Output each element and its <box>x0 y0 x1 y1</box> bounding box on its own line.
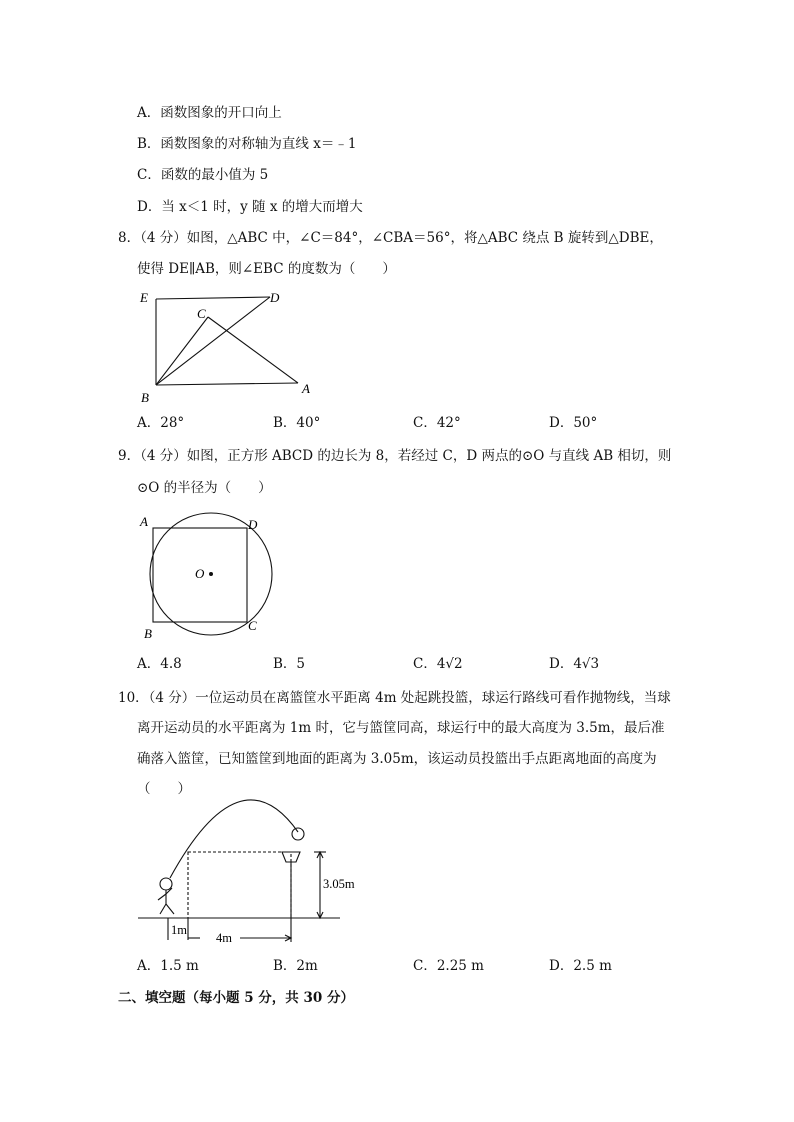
q8-label-e: E <box>140 290 148 305</box>
q9-option-b: B．5 <box>273 656 306 672</box>
q10-option-d: D．2.5 m <box>549 958 612 974</box>
q8-label-a: A <box>302 381 310 396</box>
q9-stem-line2: ⊙O 的半径为（ ） <box>137 480 272 496</box>
q10-basketball-figure <box>130 810 355 950</box>
q9-label-b: B <box>144 626 152 641</box>
q10-stem-line2: 离开运动员的水平距离为 1m 时，它与篮筐同高，球运行中的最大高度为 3.5m，最后准 <box>137 720 665 736</box>
q9-stem-line1: 9．（4 分）如图，正方形 ABCD 的边长为 8，若经过 C，D 两点的⊙O 与直线 AB 相切，则 <box>118 448 672 464</box>
q10-option-a: A．1.5 m <box>137 958 199 974</box>
q10-stem-line1: 10．（4 分）一位运动员在离篮筐水平距离 4m 处起跳投篮，球运行路线可看作抛物线，当球 <box>118 690 671 706</box>
q10-stem-line4: （ ） <box>137 781 191 797</box>
section-title-fill-in: 二、填空题（每小题 5 分，共 30 分） <box>118 990 354 1006</box>
q8-option-a: A．28° <box>137 415 185 431</box>
q9-label-d: D <box>248 517 258 532</box>
q10-label-4m: 4m <box>216 931 232 945</box>
q7-option-a: A．函数图象的开口向上 <box>137 105 282 121</box>
q9-square-circle-figure <box>130 505 280 645</box>
q7-option-d: D．当 x＜1 时，y 随 x 的增大而增大 <box>137 199 363 215</box>
q8-option-b: B．40° <box>273 415 321 431</box>
q7-option-b: B．函数图象的对称轴为直线 x＝﹣1 <box>137 136 357 152</box>
q8-label-c: C <box>197 306 206 321</box>
q8-label-b: B <box>141 390 149 405</box>
q9-label-c: C <box>248 618 257 633</box>
q10-label-1m: 1m <box>171 923 187 937</box>
q8-stem-line2: 使得 DE∥AB，则∠EBC 的度数为（ ） <box>137 261 396 277</box>
q9-option-d: D．4√3 <box>549 656 600 672</box>
q8-triangle-figure <box>130 285 330 410</box>
q10-option-b: B．2m <box>273 958 318 974</box>
q8-option-d: D．50° <box>549 415 598 431</box>
q9-option-c: C．4√2 <box>413 656 463 672</box>
q10-option-c: C．2.25 m <box>413 958 484 974</box>
q10-stem-line3: 确落入篮筐，已知篮筐到地面的距离为 3.05m，该运动员投篮出手点距离地面的高度为 <box>137 751 657 767</box>
q8-option-c: C．42° <box>413 415 461 431</box>
q9-option-a: A．4.8 <box>137 656 182 672</box>
q7-option-c: C．函数的最小值为 5 <box>137 167 269 183</box>
q8-label-d: D <box>270 290 280 305</box>
q10-label-height: 3.05m <box>323 877 355 891</box>
q9-label-o: O <box>195 566 205 581</box>
q9-label-a: A <box>140 514 148 529</box>
q8-stem-line1: 8．（4 分）如图，△ABC 中，∠C＝84°，∠CBA＝56°，将△ABC 绕点 B 旋转到△DBE， <box>118 230 663 246</box>
